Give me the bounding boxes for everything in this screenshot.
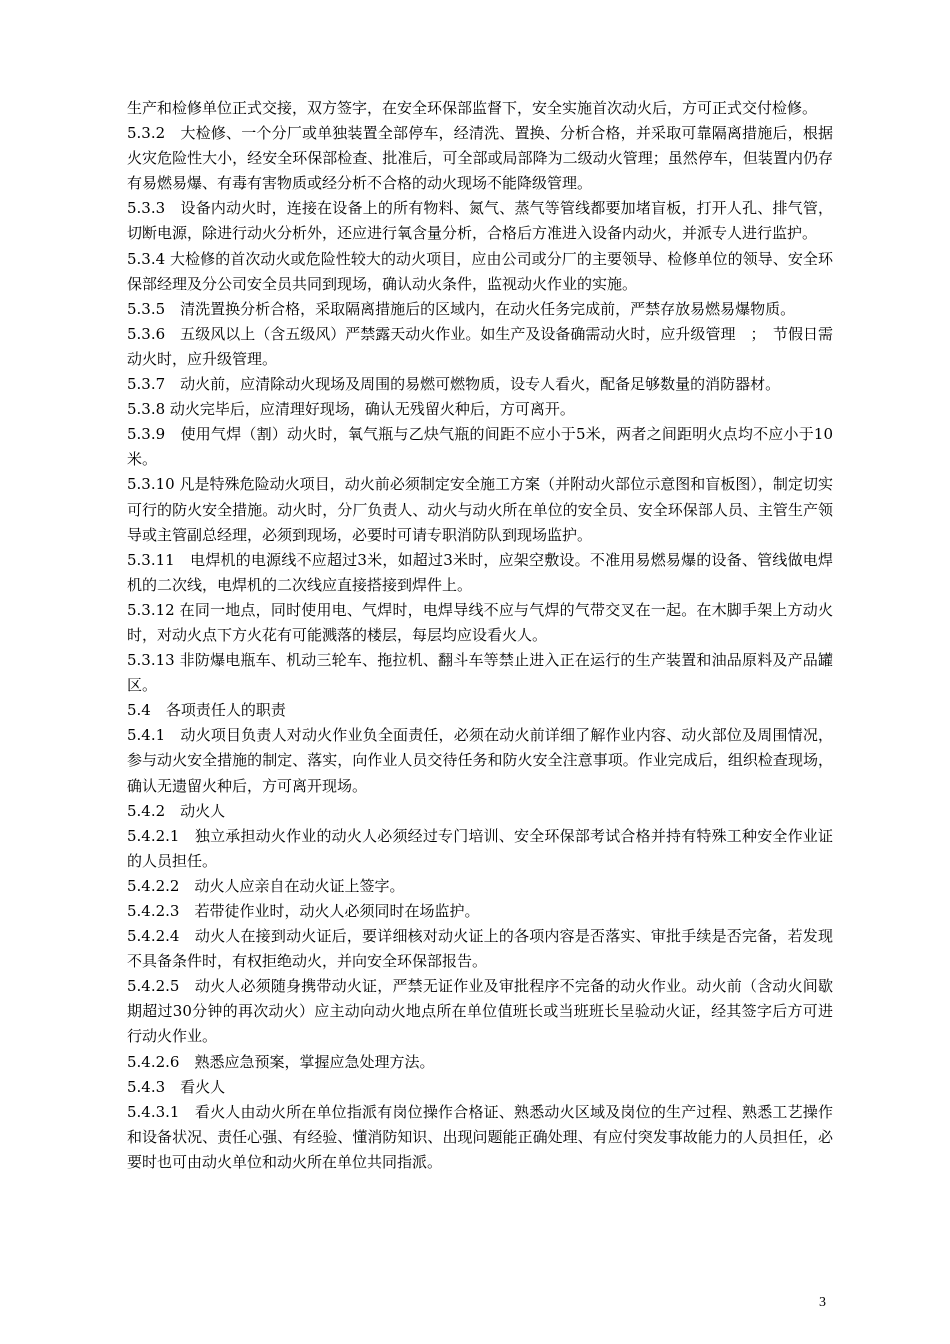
paragraph-5-3-3: 5.3.3 设备内动火时，连接在设备上的所有物料、氮气、蒸气等管线都要加堵盲板，打开人孔、排气管，切断电源，除进行动火分析外，还应进行氧含量分析，合格后方准进入设备内动火，并派专人进行监护。 bbox=[127, 199, 833, 243]
paragraph-5-4-2-3: 5.4.2.3 若带徒作业时，动火人必须同时在场监护。 bbox=[127, 902, 480, 920]
paragraph-5-4-2-2: 5.4.2.2 动火人应亲自在动火证上签字。 bbox=[127, 876, 405, 895]
paragraph-5-3-8: 5.3.8 动火完毕后，应清理好现场，确认无残留火种后，方可离开。 bbox=[127, 400, 575, 419]
section-heading-5-4: 5.4 各项责任人的职责 bbox=[127, 701, 286, 720]
subsection-heading-5-4-3: 5.4.3 看火人 bbox=[127, 1077, 226, 1096]
subsection-heading-5-4-2: 5.4.2 动火人 bbox=[127, 801, 226, 820]
paragraph-5-3-10: 5.3.10 凡是特殊危险动火项目，动火前必须制定安全施工方案（并附动火部位示意图和盲板图），制定切实可行的防火安全措施。动火时，分厂负责人、动火与动火所在单位的安全员、安全环保部人员、主管生产领导或主管副总经理，必须到现场，必要时可请专职消防队到现场监护。 bbox=[127, 475, 833, 544]
paragraph-5-4-2-6: 5.4.2.6 熟悉应急预案，掌握应急处理方法。 bbox=[127, 1052, 435, 1071]
paragraph-5-3-11: 5.3.11 电焊机的电源线不应超过3米，如超过3米时，应架空敷设。不准用易燃易爆的设备、管线做电焊机的二次线，电焊机的二次线应直接搭接到焊件上。 bbox=[127, 550, 833, 594]
paragraph-5-3-2: 5.3.2 大检修、一个分厂或单独装置全部停车，经清洗、置换、分析合格，并采取可靠隔离措施后，根据火灾危险性大小，经安全环保部检查、批准后，可全部或局部降为二级动火管理；虽然停车，但装置内仍存有易燃易爆、有毒有害物质或经分析不合格的动火现场不能降级管理。 bbox=[127, 124, 833, 193]
paragraph-5-3-13: 5.3.13 非防爆电瓶车、机动三轮车、拖拉机、翻斗车等禁止进入正在运行的生产装置和油品原料及产品罐区。 bbox=[127, 651, 833, 695]
paragraph-5-3-6: 5.3.6 五级风以上（含五级风）严禁露天动火作业。如生产及设备确需动火时，应升级管理 ； 节假日需动火时，应升级管理。 bbox=[127, 324, 833, 368]
paragraph-5-3-9: 5.3.9 使用气焊（割）动火时，氧气瓶与乙炔气瓶的间距不应小于5米，两者之间距明火点均不应小于10米。 bbox=[127, 425, 833, 469]
paragraph-continuation: 生产和检修单位正式交接，双方签字，在安全环保部监督下，安全实施首次动火后，方可正式交付检修。 bbox=[127, 99, 818, 117]
paragraph-5-4-1: 5.4.1 动火项目负责人对动火作业负全面责任，必须在动火前详细了解作业内容、动火部位及周围情况，参与动火安全措施的制定、落实，向作业人员交待任务和防火安全注意事项。作业完成后，组织检查现场，确认无遗留火种后，方可离开现场。 bbox=[127, 726, 833, 795]
page-number: 3 bbox=[819, 1295, 826, 1310]
paragraph-5-4-2-1: 5.4.2.1 独立承担动火作业的动火人必须经过专门培训、安全环保部考试合格并持有特殊工种安全作业证的人员担任。 bbox=[127, 826, 833, 870]
paragraph-5-4-2-4: 5.4.2.4 动火人在接到动火证后，要详细核对动火证上的各项内容是否落实、审批手续是否完备，若发现不具备条件时，有权拒绝动火，并向安全环保部报告。 bbox=[127, 927, 833, 971]
paragraph-5-3-12: 5.3.12 在同一地点，同时使用电、气焊时，电焊导线不应与气焊的气带交叉在一起。在木脚手架上方动火时，对动火点下方火花有可能溅落的楼层，每层均应设看火人。 bbox=[127, 600, 833, 644]
paragraph-5-4-3-1: 5.4.3.1 看火人由动火所在单位指派有岗位操作合格证、熟悉动火区域及岗位的生产过程、熟悉工艺操作和设备状况、责任心强、有经验、懂消防知识、出现问题能正确处理、有应付突发事故能力的人员担任，必要时也可由动火单位和动火所在单位共同指派。 bbox=[127, 1102, 833, 1171]
paragraph-5-3-7: 5.3.7 动火前，应清除动火现场及周围的易燃可燃物质，设专人看火，配备足够数量的消防器材。 bbox=[127, 375, 781, 394]
paragraph-5-3-5: 5.3.5 清洗置换分析合格，采取隔离措施后的区域内，在动火任务完成前，严禁存放易燃易爆物质。 bbox=[127, 299, 796, 318]
paragraph-5-3-4: 5.3.4 大检修的首次动火或危险性较大的动火项目，应由公司或分厂的主要领导、检修单位的领导、安全环保部经理及分公司安全员共同到现场，确认动火条件，监视动火作业的实施。 bbox=[127, 249, 833, 293]
paragraph-5-4-2-5: 5.4.2.5 动火人必须随身携带动火证，严禁无证作业及审批程序不完备的动火作业。动火前（含动火间歇期超过30分钟的再次动火）应主动向动火地点所在单位值班长或当班班长呈验动火证，经其签字后方可进行动火作业。 bbox=[127, 977, 833, 1046]
document-body bbox=[127, 96, 833, 1175]
